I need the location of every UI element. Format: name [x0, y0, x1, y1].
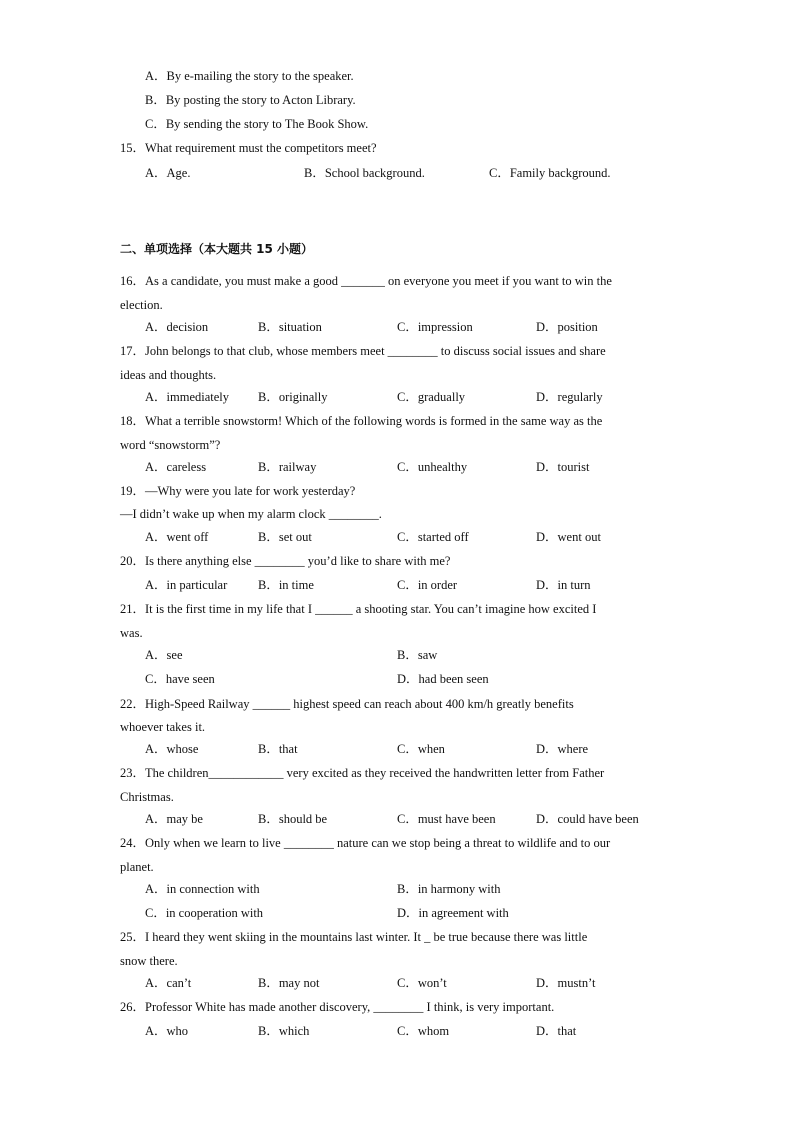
q24-option-b: B．in harmony with	[397, 882, 501, 896]
q23-option-a: A．may be	[145, 812, 203, 826]
q18-stem: 18．What a terrible snowstorm! Which of the following words is formed in the same way as the	[120, 414, 603, 428]
q20-option-a: A．in particular	[145, 578, 228, 592]
q20-option-d: D．in turn	[536, 578, 591, 592]
q19-option-c: C．started off	[397, 530, 469, 544]
q14-option-b: B．By posting the story to Acton Library.	[145, 93, 356, 107]
q17-stem-cont: ideas and thoughts.	[120, 368, 217, 382]
q18-stem-cont: word “snowstorm”?	[120, 438, 221, 452]
q25-option-c: C．won’t	[397, 976, 447, 990]
q21-stem: 21．It is the first time in my life that I ______ a shooting star. You can’t imagine how excited I	[120, 602, 597, 616]
q16-option-c: C．impression	[397, 320, 473, 334]
q21-option-a: A．see	[145, 648, 183, 662]
q25-option-d: D．mustn’t	[536, 976, 596, 990]
q24-option-d: D．in agreement with	[397, 906, 509, 920]
q26-option-b: B．which	[258, 1024, 310, 1038]
q23-stem: 23．The children____________ very excited as they received the handwritten letter from Father	[120, 766, 605, 780]
q22-stem-cont: whoever takes it.	[120, 720, 206, 734]
q21-option-d: D．had been seen	[397, 672, 489, 686]
q16-option-b: B．situation	[258, 320, 322, 334]
q17-option-c: C．gradually	[397, 390, 466, 404]
q17-option-d: D．regularly	[536, 390, 603, 404]
q15-option-b: B．School background.	[304, 166, 425, 180]
q22-option-d: D．where	[536, 742, 589, 756]
q16-option-d: D．position	[536, 320, 598, 334]
q16-stem-cont: election.	[120, 298, 163, 312]
q22-option-a: A．whose	[145, 742, 199, 756]
q22-stem: 22．High-Speed Railway ______ highest speed can reach about 400 km/h greatly benefits	[120, 697, 574, 711]
q14-option-c: C．By sending the story to The Book Show.	[145, 117, 369, 131]
q26-option-d: D．that	[536, 1024, 577, 1038]
q24-option-a: A．in connection with	[145, 882, 260, 896]
q19-stem-cont: —I didn’t wake up when my alarm clock ________.	[120, 507, 382, 521]
q21-stem-cont: was.	[120, 626, 143, 640]
q24-stem: 24．Only when we learn to live ________ nature can we stop being a threat to wildlife and to our	[120, 836, 611, 850]
q24-option-c: C．in cooperation with	[145, 906, 264, 920]
q19-option-a: A．went off	[145, 530, 209, 544]
q25-stem: 25．I heard they went skiing in the mountains last winter. It _ be true because there was little	[120, 930, 588, 944]
q17-option-b: B．originally	[258, 390, 328, 404]
q21-option-b: B．saw	[397, 648, 438, 662]
q17-stem: 17．John belongs to that club, whose members meet ________ to discuss social issues and share	[120, 344, 606, 358]
q23-option-c: C．must have been	[397, 812, 496, 826]
q19-stem: 19．—Why were you late for work yesterday?	[120, 484, 356, 498]
q22-option-c: C．when	[397, 742, 445, 756]
q23-option-b: B．should be	[258, 812, 328, 826]
q23-stem-cont: Christmas.	[120, 790, 174, 804]
q26-option-a: A．who	[145, 1024, 189, 1038]
q25-stem-cont: snow there.	[120, 954, 178, 968]
q16-option-a: A．decision	[145, 320, 209, 334]
section-heading: 二、单项选择（本大题共 15 小题）	[120, 242, 314, 256]
q20-stem: 20．Is there anything else ________ you’d like to share with me?	[120, 554, 451, 568]
q20-option-c: C．in order	[397, 578, 458, 592]
q18-option-b: B．railway	[258, 460, 317, 474]
q18-option-c: C．unhealthy	[397, 460, 468, 474]
q15-stem: 15．What requirement must the competitors meet?	[120, 141, 377, 155]
q25-option-b: B．may not	[258, 976, 320, 990]
q26-stem: 26．Professor White has made another discovery, ________ I think, is very important.	[120, 1000, 555, 1014]
q14-option-a: A．By e-mailing the story to the speaker.	[145, 69, 354, 83]
q25-option-a: A．can’t	[145, 976, 192, 990]
q19-option-b: B．set out	[258, 530, 312, 544]
q20-option-b: B．in time	[258, 578, 314, 592]
q18-option-d: D．tourist	[536, 460, 590, 474]
q18-option-a: A．careless	[145, 460, 207, 474]
q15-option-c: C．Family background.	[489, 166, 611, 180]
q17-option-a: A．immediately	[145, 390, 230, 404]
q15-option-a: A．Age.	[145, 166, 191, 180]
q26-option-c: C．whom	[397, 1024, 450, 1038]
q23-option-d: D．could have been	[536, 812, 639, 826]
q24-stem-cont: planet.	[120, 860, 154, 874]
q22-option-b: B．that	[258, 742, 298, 756]
q16-stem: 16．As a candidate, you must make a good _______ on everyone you meet if you want to win the	[120, 274, 612, 288]
q21-option-c: C．have seen	[145, 672, 215, 686]
q19-option-d: D．went out	[536, 530, 601, 544]
